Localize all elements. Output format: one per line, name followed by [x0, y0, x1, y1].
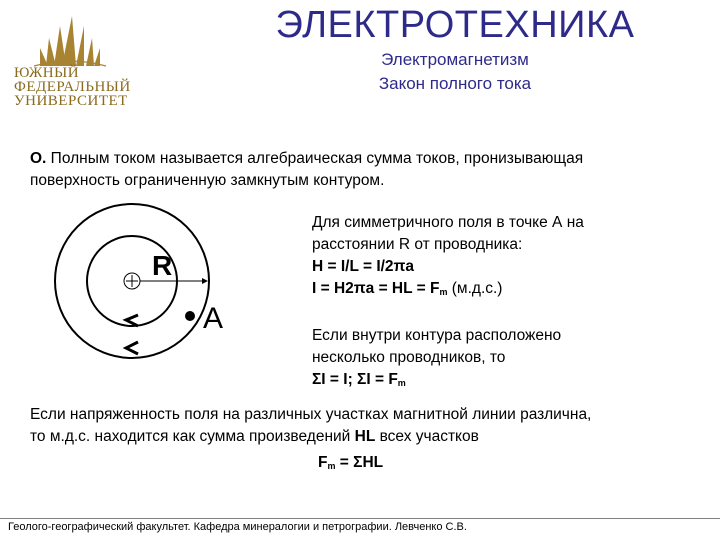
page-title: ЭЛЕКТРОТЕХНИКА [275, 4, 635, 46]
formula-sum-main: ΣI = I; ΣI = F [312, 371, 398, 388]
right-line-3: Если внутри контура расположено [312, 327, 562, 344]
definition-prefix: О. [30, 150, 47, 167]
definition-line-1: Полным током называется алгебраическая сумма токов, пронизывающая [46, 150, 584, 167]
bottom-line-2-bold: HL [354, 428, 376, 445]
footer-text: Геолого-географический факультет. Кафедра минералогии и петрографии. Левченко С.В. [8, 521, 467, 533]
bottom-line-2-prefix: то м.д.с. находится как сумма произведений [30, 428, 355, 445]
right-line-2: расстоянии R от проводника: [312, 236, 523, 253]
inner-direction-arrow [126, 315, 138, 326]
bottom-formula-tail: = ΣHL [335, 454, 384, 471]
bottom-formula [318, 452, 383, 477]
bottom-line-2-suffix: всех участков [375, 428, 479, 445]
outer-direction-arrow [126, 342, 138, 354]
radius-arrowhead [202, 278, 208, 284]
right-line-4: несколько проводников, то [312, 349, 506, 366]
radius-label: R [152, 250, 173, 281]
formula-i-main: I = H2πa = HL = F [312, 280, 440, 297]
definition-line-2: поверхность ограниченную замкнутым контуром. [30, 172, 385, 189]
bottom-paragraph [30, 404, 710, 448]
formula-i-sub: m [439, 287, 448, 297]
page-subtitle-law: Закон полного тока [378, 74, 532, 93]
logo-line-2: ФЕДЕРАЛЬНЫЙ [14, 79, 131, 95]
formula-sum-sub: m [397, 378, 406, 388]
footer-divider [0, 518, 720, 519]
right-line-1: Для симметричного поля в точке А на [312, 214, 584, 231]
point-a-label: A [203, 302, 224, 335]
definition-paragraph [30, 148, 700, 192]
bottom-formula-main: F [318, 454, 328, 471]
symmetric-field-block [312, 212, 702, 394]
formula-i-tail: (м.д.с.) [447, 280, 503, 297]
bottom-line-1: Если напряженность поля на различных участках магнитной линии различна, [30, 406, 592, 423]
point-a-marker [185, 311, 195, 321]
field-lines-diagram [40, 200, 270, 370]
bottom-formula-sub: m [327, 461, 336, 471]
logo-line-1: ЮЖНЫЙ [14, 65, 80, 81]
formula-h: H = I/L = I/2πa [312, 258, 415, 275]
page-subtitle-topic: Электромагнетизм [381, 50, 529, 69]
logo-line-3: УНИВЕРСИТЕТ [14, 93, 128, 109]
